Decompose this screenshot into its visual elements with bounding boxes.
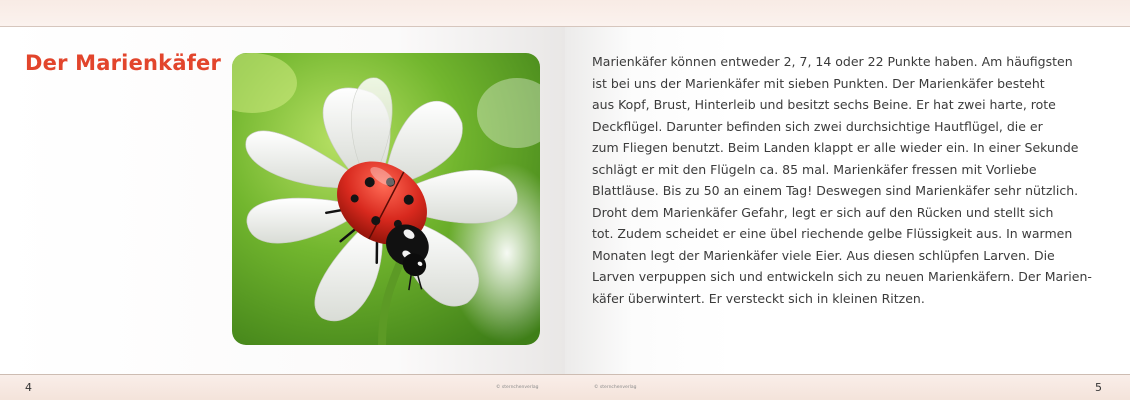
page-title: Der Marienkäfer: [25, 51, 222, 75]
bottom-band: [0, 374, 565, 400]
text-line: Deckflügel. Darunter befinden sich zwei durchsichtige Hautflügel, die er: [592, 118, 1043, 134]
ladybug-on-daisy-icon: [232, 53, 540, 345]
text-line: Blattläuse. Bis zu 50 an einem Tag! Deswegen sind Marienkäfer sehr nützlich.: [592, 183, 1079, 198]
publisher-credit-left: © sternchenverlag: [496, 385, 539, 390]
text-line: aus Kopf, Brust, Hinterleib und besitzt sechs Beine. Er hat zwei harte, rote: [592, 97, 1056, 112]
text-line: tot. Zudem scheidet er eine übel riechende gelbe Flüssigkeit aus. In warmen: [592, 226, 1073, 241]
text-line: Larven verpuppen sich und entwickeln sich zu neuen Marienkäfern. Der Marien-: [592, 269, 1092, 284]
text-line: zum Fliegen benutzt. Beim Landen klappt er alle wieder ein. In einer Sekunde: [592, 140, 1079, 155]
page-number-right: 5: [1095, 381, 1102, 394]
text-line: käfer überwintert. Er versteckt sich in kleinen Ritzen.: [592, 290, 925, 306]
bottom-band: [565, 374, 1130, 400]
text-line: Marienkäfer können entweder 2, 7, 14 oder 22 Punkte haben. Am häufigsten: [592, 54, 1073, 69]
top-band: [565, 0, 1130, 27]
page-number-left: 4: [25, 381, 32, 394]
top-band: [0, 0, 565, 27]
text-line: ist bei uns der Marienkäfer mit sieben Punkten. Der Marienkäfer besteht: [592, 75, 1045, 91]
text-line: schlägt er mit den Flügeln ca. 85 mal. Marienkäfer fressen mit Vorliebe: [592, 161, 1037, 177]
publisher-credit-right: © sternchenverlag: [594, 385, 637, 390]
text-line: Droht dem Marienkäfer Gefahr, legt er sich auf den Rücken und stellt sich: [592, 204, 1054, 220]
text-line: Monaten legt der Marienkäfer viele Eier. Aus diesen schlüpfen Larven. Die: [592, 247, 1055, 263]
ladybug-photo: [232, 53, 540, 345]
body-text: [592, 51, 1107, 309]
